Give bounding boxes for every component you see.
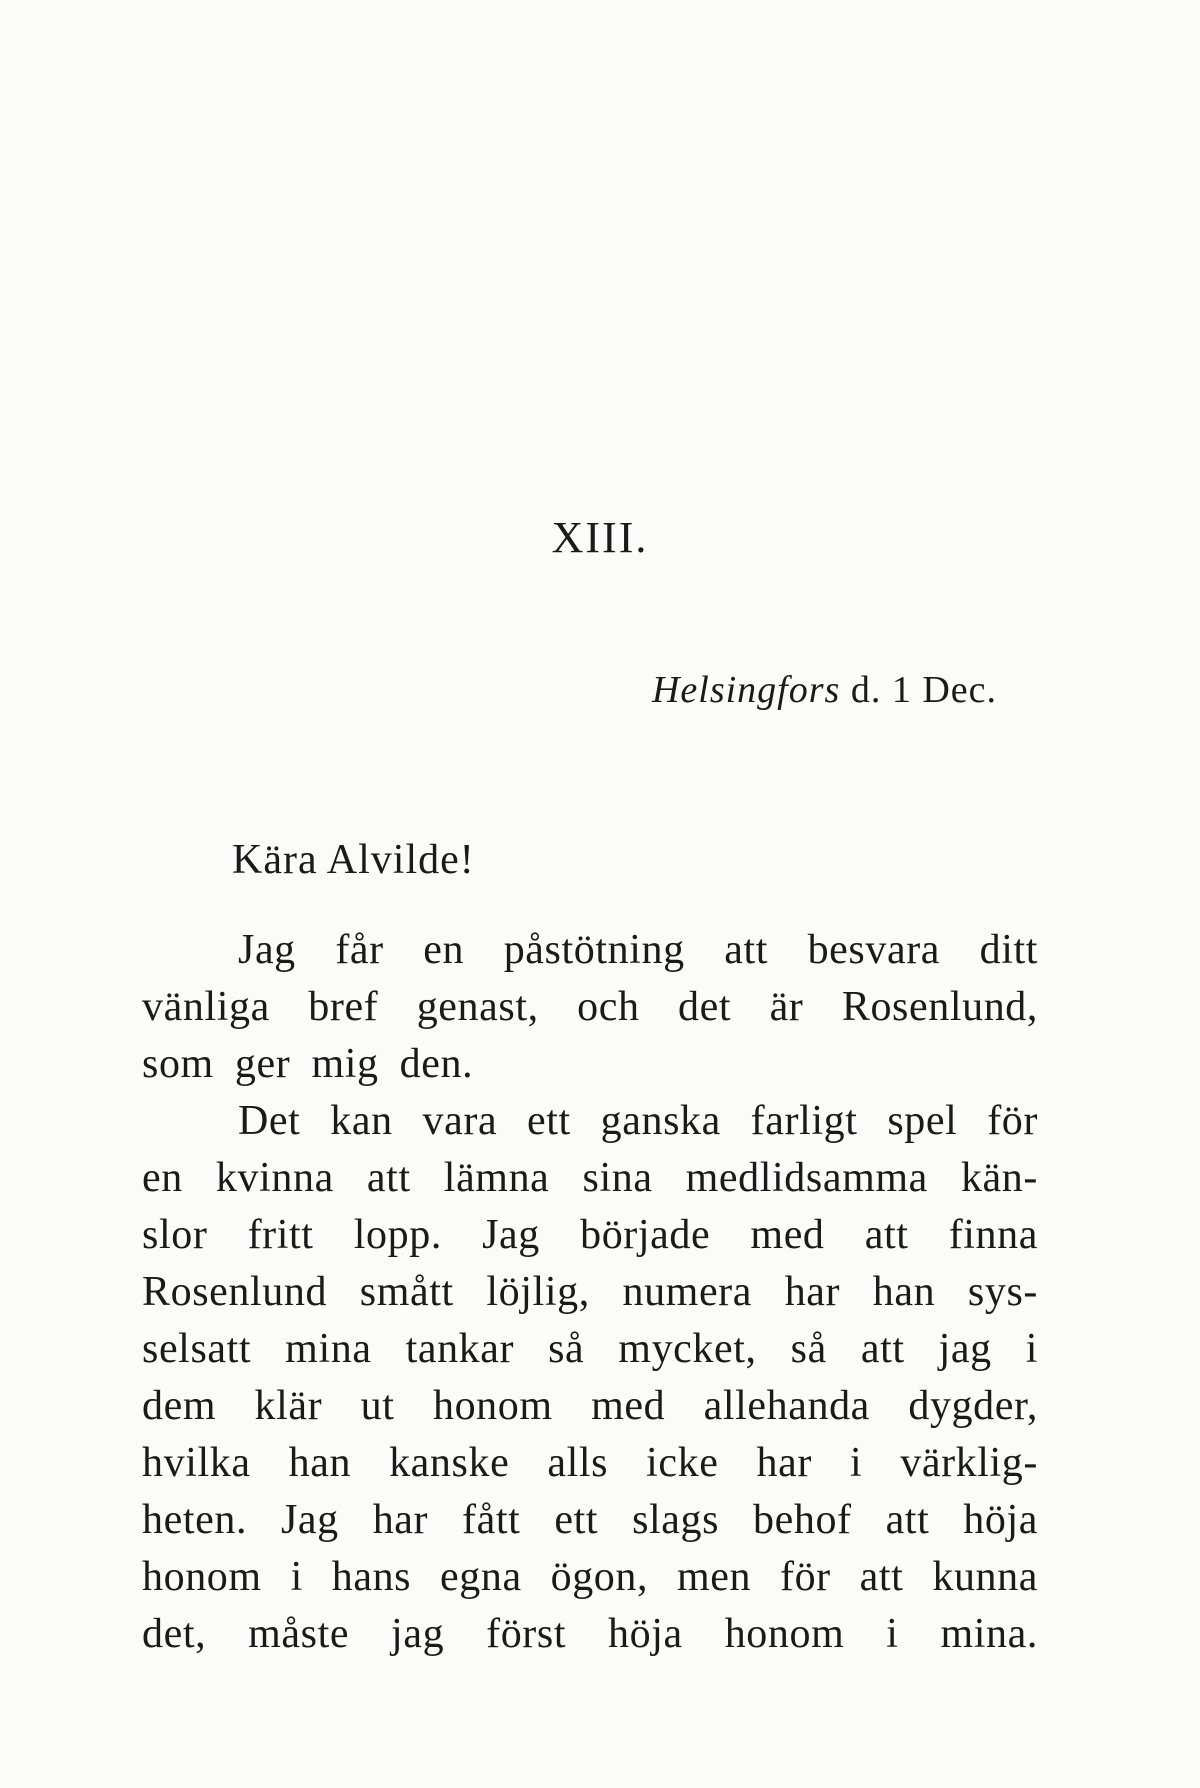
salutation: Kära Alvilde! (232, 837, 475, 883)
text-line: Jag får en påstötning att besvara ditt (238, 927, 1038, 973)
dateline-place: Helsingfors (651, 669, 841, 711)
text-line: dem klär ut honom med allehanda dygder, (142, 1383, 1038, 1429)
dateline (652, 668, 997, 712)
text-line: det, måste jag först höja honom i mina. (142, 1611, 1038, 1657)
text-line: Rosenlund smått löjlig, numera har han sys- (142, 1269, 1038, 1315)
letter-body (142, 922, 1038, 1663)
text-line: som ger mig den. (142, 1041, 474, 1087)
dateline-date: d. 1 Dec. (850, 669, 997, 711)
text-line: en kvinna att lämna sina medlidsamma kän- (142, 1155, 1038, 1201)
chapter-number: XIII. (551, 513, 649, 562)
text-line: selsatt mina tankar så mycket, så att jag i (142, 1326, 1038, 1372)
text-line: hvilka han kanske alls icke har i värklig- (142, 1440, 1038, 1486)
text-line: honom i hans egna ögon, men för att kunna (142, 1554, 1038, 1600)
text-line: heten. Jag har fått ett slags behof att höja (142, 1497, 1038, 1543)
text-line: vänliga bref genast, och det är Rosenlund, (142, 984, 1038, 1030)
text-line: slor fritt lopp. Jag började med att finna (142, 1212, 1038, 1258)
text-line: Det kan vara ett ganska farligt spel för (238, 1098, 1038, 1144)
